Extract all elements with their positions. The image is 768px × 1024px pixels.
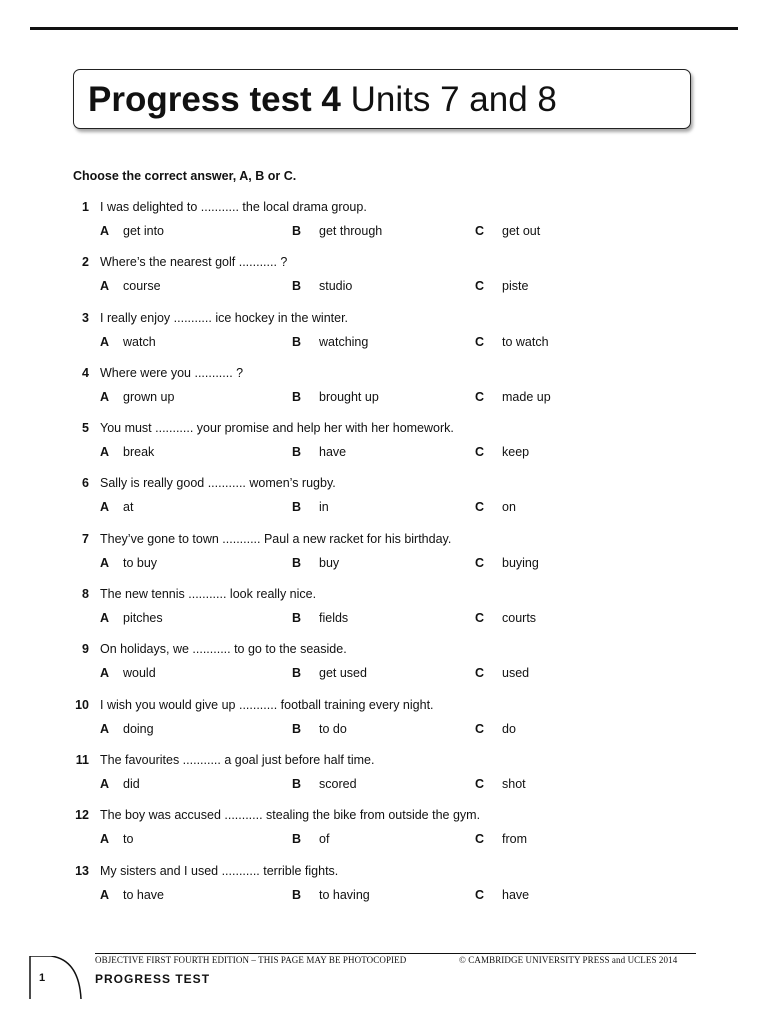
question-item — [73, 421, 693, 476]
option-a-text: at — [123, 500, 134, 515]
option-b-letter: B — [292, 611, 302, 626]
option-c-letter: C — [475, 555, 485, 570]
option-a-text: course — [123, 279, 161, 294]
question-text: Where’s the nearest golf ........... ? — [100, 255, 288, 270]
option-a-letter: A — [100, 887, 110, 902]
option-b-letter: B — [292, 776, 302, 791]
question-text: I was delighted to ........... the local drama group. — [100, 200, 367, 214]
option-b-letter: B — [292, 445, 302, 460]
question-text: The favourites ........... a goal just before half time. — [100, 752, 375, 767]
option-a-text: did — [123, 776, 140, 791]
option-c-letter: C — [475, 279, 485, 294]
question-item — [73, 587, 693, 642]
option-c-letter: C — [475, 500, 485, 515]
option-c-text: shot — [502, 776, 526, 791]
question-item — [73, 642, 693, 697]
option-a-letter: A — [100, 445, 110, 460]
option-c-letter: C — [475, 224, 485, 238]
option-c-letter: C — [475, 334, 485, 349]
option-b-text: get through — [319, 224, 383, 238]
question-item — [73, 311, 693, 366]
option-a-letter: A — [100, 776, 110, 791]
option-b-letter: B — [292, 389, 302, 404]
option-c-letter: C — [475, 832, 485, 847]
option-b-letter: B — [292, 279, 302, 294]
question-number: 13 — [75, 863, 89, 878]
question-text: They’ve gone to town ........... Paul a new racket for his birthday. — [100, 531, 452, 546]
footer-copyright-left: OBJECTIVE FIRST FOURTH EDITION – THIS PAGE MAY BE PHOTOCOPIED — [95, 955, 407, 965]
page-title — [88, 80, 557, 120]
option-c-letter: C — [475, 389, 485, 404]
question-number: 4 — [82, 365, 89, 380]
option-b-text: studio — [319, 279, 353, 294]
footer-copyright-right: © CAMBRIDGE UNIVERSITY PRESS and UCLES 2014 — [459, 955, 678, 965]
option-b-letter: B — [292, 887, 302, 902]
option-b-text: watching — [319, 334, 369, 349]
option-c-letter: C — [475, 666, 485, 681]
option-b-letter: B — [292, 666, 302, 681]
option-b-text: brought up — [319, 389, 379, 404]
option-c-text: do — [502, 721, 516, 736]
question-item — [73, 753, 693, 808]
option-c-letter: C — [475, 721, 485, 736]
page-tab-shape — [29, 956, 85, 1000]
option-a-letter: A — [100, 832, 110, 847]
option-c-text: courts — [502, 611, 537, 626]
question-text: I really enjoy ........... ice hockey in the winter. — [100, 310, 349, 325]
question-text: You must ........... your promise and help her with her homework. — [100, 421, 454, 436]
option-a-text: would — [123, 666, 156, 681]
option-c-text: get out — [502, 224, 541, 238]
option-a-letter: A — [100, 555, 110, 570]
question-text: On holidays, we ........... to go to the seaside. — [100, 642, 347, 657]
option-a-letter: A — [100, 279, 110, 294]
question-number: 9 — [82, 642, 89, 657]
top-rule — [30, 27, 738, 30]
question-number: 2 — [82, 255, 89, 270]
option-c-text: from — [502, 832, 527, 847]
question-number: 1 — [82, 200, 89, 214]
option-c-text: keep — [502, 445, 530, 460]
option-b-letter: B — [292, 500, 302, 515]
option-a-text: to buy — [123, 555, 158, 570]
option-a-text: break — [123, 445, 155, 460]
question-text: My sisters and I used ........... terrible fights. — [100, 863, 339, 878]
option-a-letter: A — [100, 611, 110, 626]
option-b-text: to do — [319, 721, 347, 736]
option-c-letter: C — [475, 445, 485, 460]
question-item — [73, 255, 693, 310]
title-box — [73, 69, 691, 129]
option-b-text: get used — [319, 666, 367, 681]
title-bold: Progress test 4 — [88, 80, 341, 119]
option-c-text: piste — [502, 279, 529, 294]
option-a-letter: A — [100, 389, 110, 404]
question-text: I wish you would give up ........... football training every night. — [100, 697, 434, 712]
question-item — [73, 808, 693, 863]
instructions: Choose the correct answer, A, B or C. — [73, 169, 297, 183]
option-a-letter: A — [100, 224, 110, 238]
option-a-text: to have — [123, 887, 165, 902]
option-b-text: of — [319, 832, 330, 847]
page-number: 1 — [39, 972, 46, 984]
option-a-letter: A — [100, 666, 110, 681]
title-rest: Units 7 and 8 — [350, 80, 557, 119]
option-a-text: to — [123, 832, 134, 847]
option-b-text: buy — [319, 555, 340, 570]
question-text: Sally is really good ........... women’s rugby. — [100, 476, 336, 491]
option-a-text: get into — [123, 224, 165, 238]
question-number: 8 — [82, 587, 89, 602]
footer-rule — [95, 953, 696, 954]
option-b-text: fields — [319, 611, 349, 626]
option-c-letter: C — [475, 887, 485, 902]
option-a-text: watch — [123, 334, 156, 349]
question-item — [73, 698, 693, 753]
question-text: Where were you ........... ? — [100, 365, 244, 380]
option-a-letter: A — [100, 500, 110, 515]
option-b-text: to having — [319, 887, 370, 902]
question-list — [73, 200, 693, 919]
option-b-letter: B — [292, 832, 302, 847]
option-c-text: made up — [502, 389, 551, 404]
option-c-text: buying — [502, 555, 539, 570]
question-item — [73, 200, 693, 255]
option-c-text: used — [502, 666, 530, 681]
option-c-letter: C — [475, 611, 485, 626]
question-number: 11 — [75, 752, 89, 767]
question-number: 5 — [82, 421, 89, 436]
option-c-text: have — [502, 887, 530, 902]
option-b-text: have — [319, 445, 347, 460]
question-text: The boy was accused ........... stealing the bike from outside the gym. — [100, 808, 481, 823]
option-b-letter: B — [292, 721, 302, 736]
question-number: 3 — [82, 310, 89, 325]
question-number: 6 — [82, 476, 89, 491]
option-a-text: pitches — [123, 611, 163, 626]
option-c-text: to watch — [502, 334, 549, 349]
question-text: The new tennis ........... look really nice. — [100, 587, 317, 602]
question-number: 7 — [82, 531, 89, 546]
option-b-letter: B — [292, 555, 302, 570]
question-item — [73, 532, 693, 587]
question-item — [73, 864, 693, 919]
option-a-text: grown up — [123, 389, 175, 404]
option-b-text: scored — [319, 776, 357, 791]
option-c-letter: C — [475, 776, 485, 791]
question-number: 10 — [75, 697, 89, 712]
option-c-text: on — [502, 500, 516, 515]
question-item — [73, 366, 693, 421]
option-b-letter: B — [292, 224, 302, 238]
option-a-letter: A — [100, 334, 110, 349]
option-b-letter: B — [292, 334, 302, 349]
option-b-text: in — [319, 500, 329, 515]
footer-label: PROGRESS TEST — [95, 972, 211, 986]
option-a-text: doing — [123, 721, 154, 736]
question-item — [73, 476, 693, 531]
option-a-letter: A — [100, 721, 110, 736]
question-number: 12 — [75, 808, 89, 823]
